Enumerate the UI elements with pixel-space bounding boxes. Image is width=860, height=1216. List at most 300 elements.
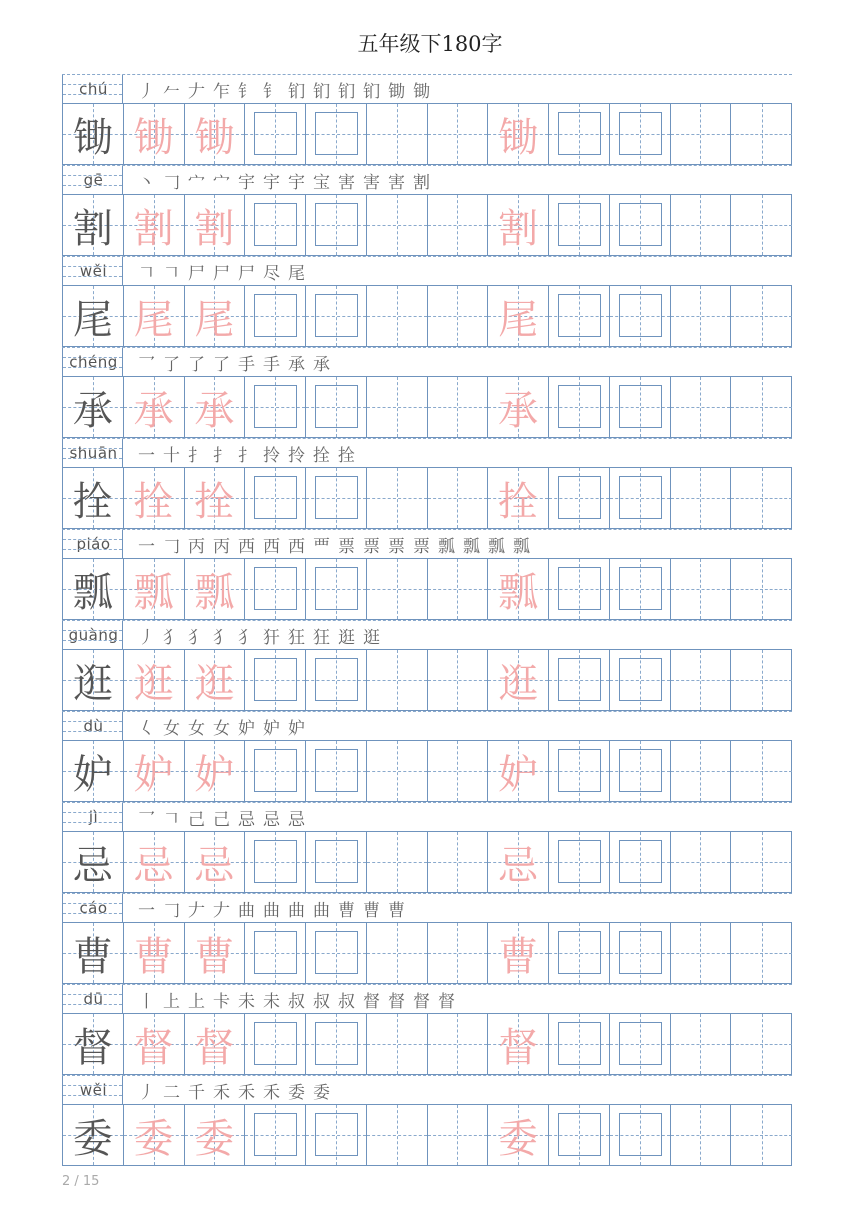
practice-cell [63,104,124,164]
practice-cell [185,468,246,528]
character-entry [62,984,792,1075]
trace-character: 忌 [498,842,539,889]
stroke-step: 钔 [313,82,330,102]
practice-cell [124,923,185,983]
stroke-step: 承 [313,355,330,375]
practice-cell [428,286,489,346]
writing-box [558,385,601,428]
trace-character: 委 [498,1115,539,1162]
stroke-step: 狂 [288,628,305,648]
model-character: 承 [72,387,113,434]
stroke-step: 未 [263,992,280,1012]
stroke-step: 了 [213,355,230,375]
practice-cell [671,832,732,892]
practice-cell [124,650,185,710]
trace-character: 锄 [194,114,235,161]
practice-cell [306,923,367,983]
writing-box [619,112,662,155]
stroke-step: 狂 [313,628,330,648]
pinyin-text: shuān [69,444,118,462]
practice-cell [549,559,610,619]
practice-cell [124,1105,185,1165]
trace-character: 曹 [133,933,174,980]
pinyin-text: guàng [68,626,119,644]
stroke-step: 逛 [363,628,380,648]
pinyin-row [62,529,792,558]
practice-cell [731,104,792,164]
writing-box [254,931,297,974]
page-title: 五年级下180字 [357,32,503,56]
model-character: 锄 [72,114,113,161]
stroke-step: 未 [238,992,255,1012]
practice-cell [671,1105,732,1165]
practice-cell [428,468,489,528]
model-character: 逛 [72,660,113,707]
trace-character: 逛 [498,660,539,707]
practice-cell [306,104,367,164]
practice-cell [124,1014,185,1074]
practice-cell [63,468,124,528]
stroke-step: 千 [188,1083,205,1103]
pinyin-box [62,894,123,923]
practice-grid [62,1013,792,1075]
stroke-step: 了 [188,355,205,375]
practice-cell [610,559,671,619]
stroke-step: 票 [413,537,430,557]
practice-cell [367,1105,428,1165]
trace-character: 割 [194,205,235,252]
stroke-step: 锄 [388,82,405,102]
pinyin-text: dù [83,717,104,735]
stroke-step: 钔 [338,82,355,102]
trace-character: 割 [498,205,539,252]
pinyin-box [62,257,123,286]
writing-box [558,749,601,792]
practice-cell [185,923,246,983]
writing-box [315,749,358,792]
character-entry [62,529,792,620]
stroke-step: 𠂇 [188,82,205,102]
character-entry [62,802,792,893]
trace-character: 委 [133,1115,174,1162]
practice-cell [306,1014,367,1074]
trace-character: 瓢 [498,569,539,616]
practice-cell [428,195,489,255]
stroke-step: 手 [263,355,280,375]
stroke-step: 己 [213,810,230,830]
writing-box [315,203,358,246]
practice-cell [610,286,671,346]
practice-cell [549,468,610,528]
writing-box [315,1022,358,1065]
stroke-step: 瓢 [463,537,480,557]
practice-cell [488,1014,549,1074]
practice-cell [549,1014,610,1074]
practice-cell [610,1014,671,1074]
pinyin-row [62,165,792,194]
practice-cell [245,377,306,437]
stroke-step: 了 [163,355,180,375]
practice-cell [245,832,306,892]
stroke-step: 曲 [288,901,305,921]
pinyin-box [62,166,123,195]
practice-cell [488,195,549,255]
worksheet [62,74,792,1166]
practice-cell [731,195,792,255]
practice-cell [731,286,792,346]
stroke-step: 钅 [263,82,280,102]
model-character: 忌 [72,842,113,889]
stroke-order [134,624,384,650]
stroke-step: 女 [188,719,205,739]
stroke-step: 钔 [363,82,380,102]
practice-cell [124,832,185,892]
practice-cell [367,559,428,619]
writing-box [558,658,601,701]
practice-cell [124,741,185,801]
stroke-step: 扌 [238,446,255,466]
stroke-step: 妒 [288,719,305,739]
pinyin-text: wěi [79,262,108,280]
practice-cell [306,832,367,892]
practice-cell [306,468,367,528]
stroke-step: 票 [388,537,405,557]
stroke-step: 丿 [138,1083,155,1103]
stroke-step: 承 [288,355,305,375]
trace-character: 尾 [133,296,174,343]
practice-cell [63,377,124,437]
pinyin-box [62,985,123,1014]
writing-box [558,203,601,246]
practice-grid [62,285,792,347]
stroke-step: 害 [338,173,355,193]
writing-box [315,840,358,883]
practice-cell [731,650,792,710]
practice-cell [185,1014,246,1074]
practice-cell [731,559,792,619]
stroke-step: 犭 [213,628,230,648]
practice-cell [185,741,246,801]
writing-box [254,203,297,246]
stroke-step: 叔 [313,992,330,1012]
trace-character: 锄 [498,114,539,161]
model-character: 委 [72,1115,113,1162]
practice-cell [549,377,610,437]
writing-box [619,931,662,974]
character-entry [62,711,792,802]
pinyin-row [62,893,792,922]
trace-character: 尾 [498,296,539,343]
practice-cell [367,741,428,801]
pinyin-box [62,1076,123,1105]
stroke-step: 乛 [138,355,155,375]
practice-cell [549,286,610,346]
practice-cell [124,195,185,255]
practice-cell [671,286,732,346]
stroke-step: 委 [288,1083,305,1103]
trace-character: 尾 [194,296,235,343]
pinyin-box [62,712,123,741]
practice-cell [306,195,367,255]
pinyin-text: cáo [79,899,108,917]
practice-cell [367,832,428,892]
stroke-order [134,806,309,832]
writing-box [254,749,297,792]
trace-character: 承 [133,387,174,434]
stroke-order [134,988,459,1014]
practice-cell [610,832,671,892]
practice-cell [488,1105,549,1165]
trace-character: 督 [498,1024,539,1071]
stroke-step: 丨 [138,992,155,1012]
stroke-step: 西 [238,537,255,557]
writing-box [558,1022,601,1065]
stroke-step: 一 [138,901,155,921]
practice-cell [245,650,306,710]
practice-cell [367,650,428,710]
character-entry [62,165,792,256]
pinyin-box [62,621,123,650]
stroke-step: 宇 [263,173,280,193]
stroke-step: 尸 [188,264,205,284]
practice-cell [428,377,489,437]
stroke-step: 犭 [238,628,255,648]
pinyin-text: jì [88,808,99,826]
trace-character: 拴 [133,478,174,525]
writing-box [558,294,601,337]
practice-cell [428,1105,489,1165]
stroke-step: 宇 [238,173,255,193]
character-entry [62,893,792,984]
trace-character: 逛 [194,660,235,707]
stroke-step: 𠂇 [213,901,230,921]
pinyin-row [62,347,792,376]
model-character: 瓢 [72,569,113,616]
stroke-step: 瓢 [513,537,530,557]
practice-cell [549,832,610,892]
character-entry [62,347,792,438]
practice-cell [367,104,428,164]
practice-cell [610,195,671,255]
pinyin-row [62,256,792,285]
practice-cell [488,832,549,892]
stroke-step: 督 [413,992,430,1012]
pinyin-text: dū [83,990,104,1008]
model-character: 尾 [72,296,113,343]
pinyin-box [62,803,123,832]
stroke-order [134,1079,334,1105]
practice-cell [488,104,549,164]
trace-character: 承 [498,387,539,434]
practice-cell [306,559,367,619]
pinyin-row [62,620,792,649]
stroke-step: 逛 [338,628,355,648]
writing-box [254,1113,297,1156]
practice-cell [731,923,792,983]
trace-character: 委 [194,1115,235,1162]
stroke-step: 拴 [313,446,330,466]
stroke-step: 曹 [388,901,405,921]
stroke-step: 曲 [263,901,280,921]
pinyin-row [62,438,792,467]
writing-box [619,1022,662,1065]
stroke-step: 妒 [238,719,255,739]
stroke-step: 二 [163,1083,180,1103]
practice-cell [671,195,732,255]
practice-cell [549,650,610,710]
stroke-step: 𡿨 [138,719,155,739]
practice-cell [367,377,428,437]
stroke-step: 督 [438,992,455,1012]
stroke-step: 委 [313,1083,330,1103]
writing-box [315,112,358,155]
pinyin-box [62,348,123,377]
stroke-step: 禾 [238,1083,255,1103]
practice-cell [63,741,124,801]
pinyin-text: gē [83,171,104,189]
practice-cell [610,1105,671,1165]
practice-cell [428,741,489,801]
writing-box [315,567,358,610]
practice-cell [185,195,246,255]
practice-cell [306,377,367,437]
practice-cell [488,377,549,437]
trace-character: 拴 [498,478,539,525]
practice-grid [62,922,792,984]
practice-cell [367,468,428,528]
trace-character: 督 [194,1024,235,1071]
stroke-step: 上 [188,992,205,1012]
stroke-step: 西 [263,537,280,557]
stroke-step: 西 [288,537,305,557]
stroke-step: 丶 [138,173,155,193]
practice-cell [610,468,671,528]
character-entry [62,256,792,347]
writing-box [315,385,358,428]
trace-character: 曹 [498,933,539,980]
stroke-step: 曲 [313,901,330,921]
stroke-step: 叔 [288,992,305,1012]
trace-character: 拴 [194,478,235,525]
practice-cell [63,1105,124,1165]
practice-cell [185,377,246,437]
stroke-step: 上 [163,992,180,1012]
writing-box [315,476,358,519]
pinyin-box [62,75,123,104]
practice-cell [731,741,792,801]
writing-box [254,294,297,337]
writing-box [619,1113,662,1156]
practice-cell [185,1105,246,1165]
practice-cell [185,286,246,346]
trace-character: 瓢 [133,569,174,616]
practice-cell [671,468,732,528]
stroke-step: 己 [188,810,205,830]
practice-cell [428,104,489,164]
stroke-step: 叔 [338,992,355,1012]
practice-cell [488,923,549,983]
model-character: 割 [72,205,113,252]
stroke-step: 曹 [338,901,355,921]
practice-cell [185,650,246,710]
writing-box [254,567,297,610]
practice-cell [306,650,367,710]
stroke-step: 钔 [288,82,305,102]
stroke-step: 丙 [213,537,230,557]
practice-cell [488,650,549,710]
trace-character: 忌 [133,842,174,889]
practice-grid [62,376,792,438]
stroke-order [134,715,309,741]
writing-box [558,931,601,974]
stroke-step: 卡 [213,992,230,1012]
practice-cell [306,741,367,801]
stroke-step: 票 [338,537,355,557]
stroke-step: 瓢 [438,537,455,557]
stroke-step: 扌 [213,446,230,466]
writing-box [315,294,358,337]
writing-box [315,931,358,974]
stroke-order [134,442,359,468]
trace-character: 曹 [194,933,235,980]
stroke-step: 尸 [238,264,255,284]
stroke-step: 忌 [238,810,255,830]
writing-box [619,476,662,519]
stroke-order [134,351,334,377]
practice-cell [124,104,185,164]
practice-cell [610,923,671,983]
stroke-step: 尾 [288,264,305,284]
practice-cell [124,559,185,619]
practice-cell [671,377,732,437]
character-entry [62,74,792,165]
practice-cell [245,1014,306,1074]
stroke-order [134,533,534,559]
writing-box [315,1113,358,1156]
practice-cell [549,195,610,255]
stroke-step: 尸 [213,264,230,284]
stroke-order [134,78,434,104]
stroke-step: 覀 [313,537,330,557]
stroke-step: 丿 [138,82,155,102]
trace-character: 妒 [133,751,174,798]
stroke-step: 犭 [188,628,205,648]
practice-cell [124,286,185,346]
practice-cell [610,741,671,801]
pinyin-row [62,984,792,1013]
practice-cell [731,1014,792,1074]
practice-grid [62,194,792,256]
writing-box [619,203,662,246]
writing-box [558,1113,601,1156]
writing-box [558,112,601,155]
page-indicator: 2 / 15 [62,1174,100,1189]
practice-cell [367,923,428,983]
stroke-step: 乍 [213,82,230,102]
practice-grid [62,740,792,802]
model-character: 拴 [72,478,113,525]
stroke-step: 𠃌 [163,173,180,193]
trace-character: 承 [194,387,235,434]
practice-cell [610,650,671,710]
practice-cell [671,1014,732,1074]
stroke-order [134,260,309,286]
writing-box [254,112,297,155]
practice-cell [63,195,124,255]
practice-grid [62,1104,792,1166]
writing-box [254,840,297,883]
stroke-step: 票 [363,537,380,557]
